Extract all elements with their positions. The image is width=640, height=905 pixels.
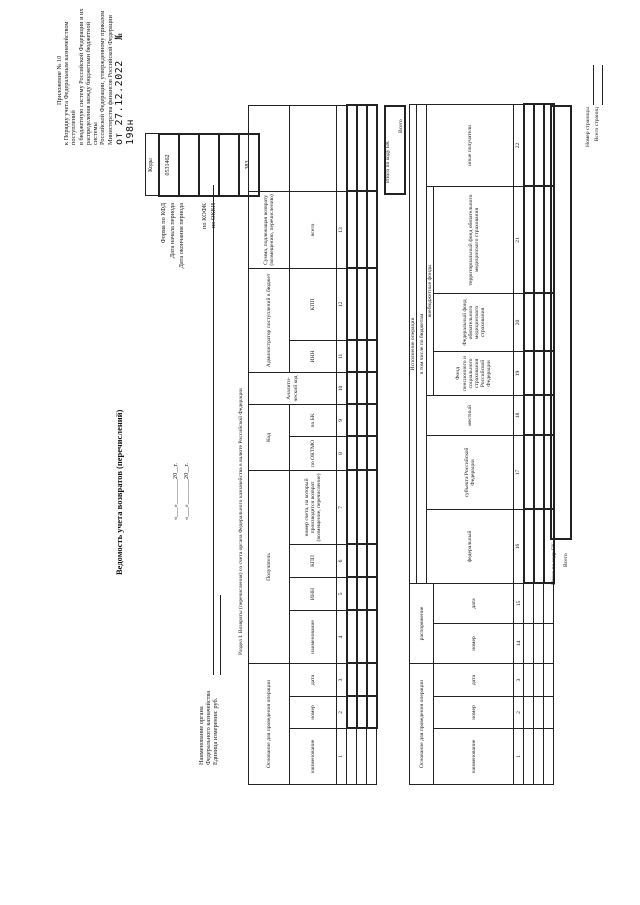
- codes-label: Дата окончания периода: [178, 203, 185, 269]
- s2-head-execution: Исполнение операции: [410, 104, 417, 583]
- pages-total-label: Всего страниц: [594, 107, 600, 142]
- s2-head-pension: Фонд пенсионного и социального страхования Российской Федерации: [434, 351, 514, 395]
- order-date: от 27.12.2022: [113, 60, 125, 145]
- codes-label: по ОКЕИ: [210, 203, 217, 229]
- s1-num: 2: [337, 697, 347, 729]
- document-title: Ведомость учета возвратов (перечислений): [114, 409, 124, 575]
- s2-head-offbudget: внебюджетные фонды: [427, 186, 434, 395]
- s1-head-oktmo: по ОКТМО: [290, 436, 337, 470]
- s1-head-admin: Администратор поступлений в бюджет: [249, 268, 290, 372]
- s1-empty: [290, 105, 337, 191]
- s2-head-incl: в том числе по бюджетам: [417, 104, 427, 583]
- s2-head-date: дата: [434, 664, 514, 697]
- s2-head-tfomc: территориальный фонд обязательного медицинского страхования: [434, 186, 514, 293]
- s1-head-code: Код: [249, 404, 290, 470]
- s2-num: 2: [514, 697, 524, 729]
- s1-num: 11: [337, 340, 347, 372]
- s2-num: 15: [514, 583, 524, 623]
- s1-head-number: номер: [290, 697, 337, 729]
- appendix-order: [114, 5, 137, 145]
- s2-head-local: местный: [427, 395, 514, 435]
- s1-head-admin-inn: ИНН: [290, 340, 337, 372]
- org-block: [198, 565, 220, 765]
- table-row: [534, 104, 544, 784]
- s2-head-fomc: Федеральный фонд обязательного медицинского страхования: [434, 293, 514, 351]
- s1-head-kpp: КПП: [290, 545, 337, 578]
- s1-head-bk: по БК: [290, 404, 337, 436]
- table-row: [347, 105, 357, 784]
- s2-num: 14: [514, 624, 524, 664]
- s1-head-rec-name: наименование: [290, 611, 337, 664]
- appendix-line: к Порядку учета Федеральным казначейством поступлений: [63, 21, 78, 145]
- codes-label: Форма по КФД: [160, 203, 167, 244]
- s1-num: 12: [337, 268, 347, 340]
- code-form: 0531462: [159, 134, 179, 196]
- org-name-label2: Федерального казначейства: [205, 690, 213, 765]
- table-row: [367, 105, 377, 784]
- unit-line: [220, 595, 221, 675]
- section2-table: [409, 103, 555, 785]
- page-number-label: Номер страницы: [585, 107, 591, 147]
- s1-total-bk-label: Итого по коду БК: [385, 141, 391, 183]
- appendix-block: [56, 5, 137, 145]
- s2-head-basis: Основание для проведения операции: [410, 664, 434, 785]
- s1-num: 3: [337, 664, 347, 697]
- s1-total-label: Всего: [398, 119, 404, 133]
- code-okei: 383: [239, 134, 259, 196]
- s1-empty: [337, 105, 347, 191]
- page-number-line: [593, 65, 594, 105]
- code-start-date: [179, 134, 199, 196]
- codes-header: Коды: [146, 134, 159, 196]
- s1-num: 9: [337, 404, 347, 436]
- appendix-line: Российской Федерации, утвержденному приказом: [99, 10, 107, 145]
- s2-num: 22: [514, 104, 524, 186]
- s1-head-name: наименование: [290, 729, 337, 785]
- s1-head-basis: Основание для проведения операции: [249, 664, 290, 785]
- section1-title: Раздел I. Возвраты (перечисления) со счета органа Федерального казначейства в валюте Российской Федерации: [238, 388, 244, 655]
- s2-num: 19: [514, 351, 524, 395]
- s2-head-dist-date: дата: [434, 583, 514, 623]
- pages-total-line: [602, 65, 603, 105]
- s2-total-label: Всего: [563, 553, 569, 567]
- s2-head-dist-number: номер: [434, 624, 514, 664]
- appendix-line: Министерства финансов Российской Федерации: [106, 15, 114, 145]
- s2-head-federal: федеральный: [427, 509, 514, 583]
- s1-head-total: всего: [290, 191, 337, 268]
- s1-head-account: номер счета, на который производится возврат (возмещение, перечисление): [290, 470, 337, 544]
- appendix-number: Приложение № 10: [56, 55, 63, 105]
- s1-num: 8: [337, 436, 347, 470]
- appendix-line: распределения между бюджетами бюджетной системы: [84, 21, 100, 145]
- code-kofk: [219, 134, 239, 196]
- s1-head-date: дата: [290, 664, 337, 697]
- codes-label: Дата начала периода: [169, 203, 176, 259]
- s1-head-analytic: Аналити-ческий код: [249, 372, 337, 404]
- s2-num: 18: [514, 395, 524, 435]
- s2-num: 21: [514, 186, 524, 293]
- s2-total-box: [550, 105, 572, 540]
- code-end-date: [199, 134, 219, 196]
- order-number: № 198н: [113, 33, 137, 145]
- s1-num: 1: [337, 729, 347, 785]
- s2-num: 3: [514, 664, 524, 697]
- codes-label: по КОФК: [201, 203, 208, 229]
- s1-total-box: [384, 105, 406, 195]
- table-row: [357, 105, 367, 784]
- s1-num: 10: [337, 372, 347, 404]
- s1-head-sum: Сумма, подлежащая возврату (возмещению, перечислению): [249, 191, 290, 268]
- s2-head-other: иные получатели: [427, 104, 514, 186]
- org-name-label: Наименование органа: [198, 706, 205, 765]
- table-row: [524, 104, 534, 784]
- codes-table: [145, 133, 260, 197]
- s2-head-subject: субъекта Российской Федерации: [427, 435, 514, 509]
- date-from: «___»________20__г.: [172, 463, 179, 520]
- s2-total-bk-label: Итого по коду БК: [551, 543, 557, 585]
- section1-table: [248, 104, 378, 785]
- s1-head-admin-kpp: КПП: [290, 268, 337, 340]
- s1-head-recipient: Получатель: [249, 470, 290, 663]
- s2-num: 17: [514, 435, 524, 509]
- s1-num: 5: [337, 578, 347, 611]
- page-counter: [585, 107, 603, 167]
- s2-num: 16: [514, 509, 524, 583]
- s2-num: 1: [514, 729, 524, 785]
- s2-num: 20: [514, 293, 524, 351]
- appendix-line: в бюджетную систему Российской Федерации и их: [77, 8, 85, 145]
- org-name-line: [213, 185, 214, 675]
- s1-num: 6: [337, 545, 347, 578]
- s2-head-name: наименование: [434, 729, 514, 785]
- s2-head-number: номер: [434, 697, 514, 729]
- s1-num: 7: [337, 470, 347, 544]
- s1-num: 4: [337, 611, 347, 664]
- s2-head-distribution: распоряжение: [410, 583, 434, 663]
- s1-num: 13: [337, 191, 347, 268]
- codes-labels: [160, 203, 219, 345]
- s1-empty: [249, 105, 290, 191]
- date-to: «___»________20__г.: [183, 463, 190, 520]
- s1-head-inn: ИНН: [290, 578, 337, 611]
- unit-label: Единица измерения: руб.: [212, 697, 220, 765]
